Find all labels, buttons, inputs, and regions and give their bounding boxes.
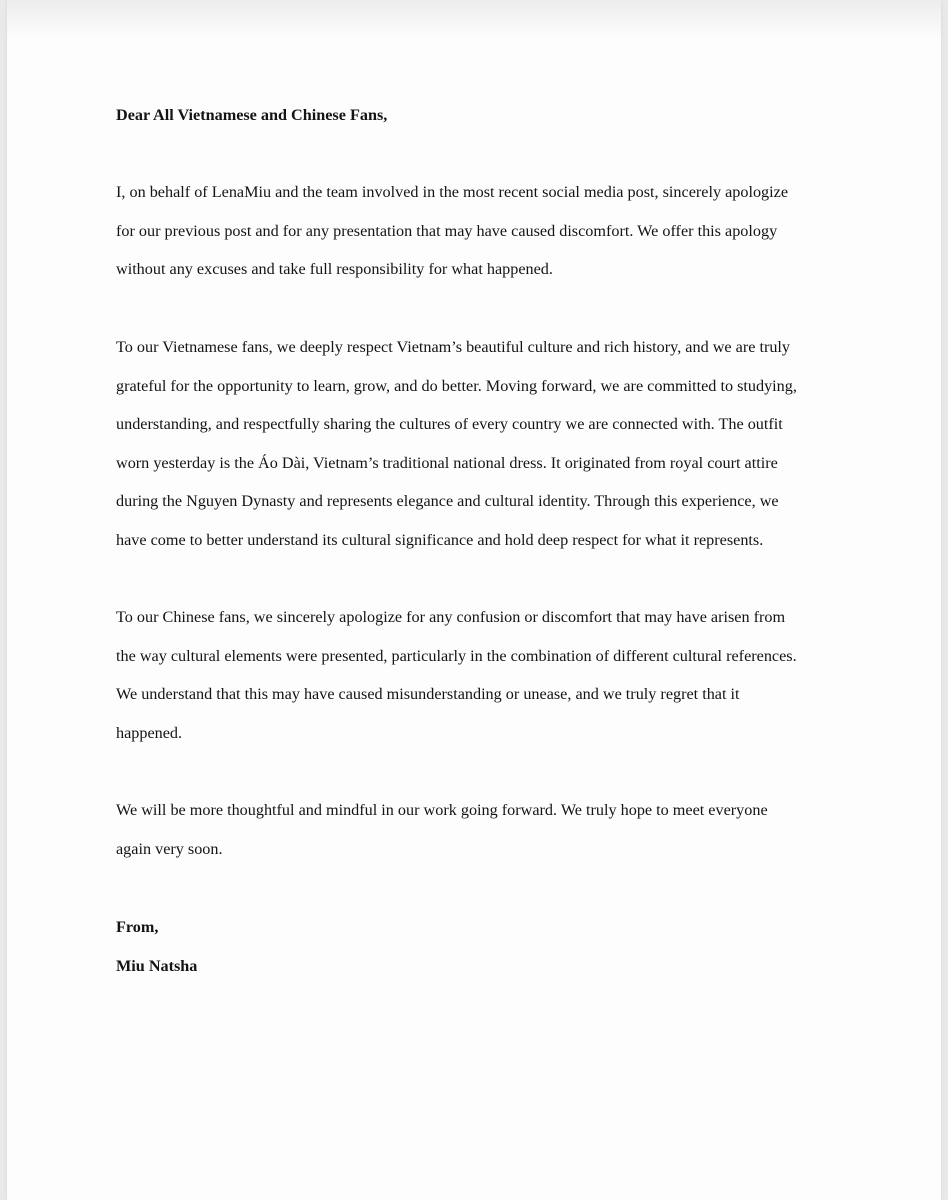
text-line: understanding, and respectfully sharing the cultures of every country we are connected with. The outfit	[116, 415, 783, 434]
text-line: I, on behalf of LenaMiu and the team involved in the most recent social media post, sincerely apologize	[116, 183, 789, 201]
text-line: To our Vietnamese fans, we deeply respect Vietnam’s beautiful culture and rich history, and we are truly	[116, 338, 791, 356]
text-line: have come to better understand its cultural significance and hold deep respect for what it represents.	[116, 530, 764, 549]
paragraph-chinese-fans	[116, 598, 836, 752]
text-line: during the Nguyen Dynasty and represents elegance and cultural identity. Through this experience, we	[116, 492, 779, 511]
text-line: the way cultural elements were presented, particularly in the combination of different cultural references.	[116, 646, 797, 665]
text-line: without any excuses and take full responsibility for what happened.	[116, 260, 553, 279]
text-line: To our Chinese fans, we sincerely apologize for any confusion or discomfort that may have arisen from	[116, 608, 786, 626]
text-line: again very soon.	[116, 839, 223, 858]
text-line: We understand that this may have caused misunderstanding or unease, and we truly regret that it	[116, 685, 740, 704]
paragraph-closing-remarks	[116, 791, 836, 868]
text-line: grateful for the opportunity to learn, grow, and do better. Moving forward, we are committed to studying,	[116, 376, 797, 395]
letter-salutation: Dear All Vietnamese and Chinese Fans,	[116, 106, 388, 124]
letter-signature: Miu Natsha	[116, 957, 198, 975]
text-line: happened.	[116, 723, 183, 742]
paragraph-apology	[116, 173, 836, 289]
document-page	[7, 0, 941, 1200]
text-line: We will be more thoughtful and mindful in our work going forward. We truly hope to meet everyone	[116, 801, 768, 819]
text-line: for our previous post and for any presentation that may have caused discomfort. We offer this apology	[116, 221, 778, 240]
paragraph-vietnamese-fans	[116, 328, 836, 560]
letter-closing: From,	[116, 918, 159, 936]
text-line: worn yesterday is the Áo Dài, Vietnam’s traditional national dress. It originated from royal court attire	[116, 453, 778, 472]
